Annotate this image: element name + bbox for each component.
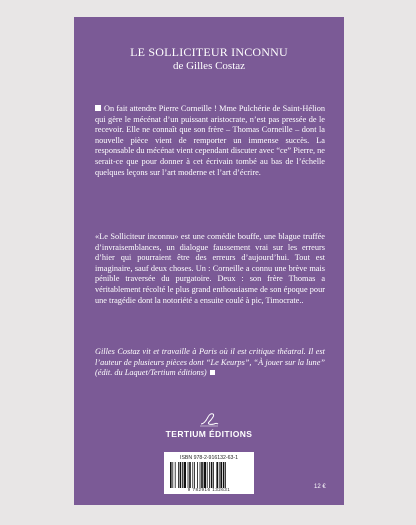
barcode-panel <box>164 452 254 494</box>
price-label: 12 € <box>314 484 326 490</box>
author-bio <box>95 347 325 379</box>
barcode-number: 9 782916 132631 <box>187 487 231 492</box>
end-square-icon <box>210 370 215 375</box>
synopsis-paragraph-1 <box>95 104 325 178</box>
book-title: LE SOLLICITEUR INCONNU <box>130 45 288 59</box>
publisher-name: TERTIUM ÉDITIONS <box>165 429 253 439</box>
bullet-square-icon <box>95 105 101 111</box>
book-author: de Gilles Costaz <box>172 60 246 72</box>
barcode-icon <box>170 462 248 488</box>
book-back-cover <box>74 17 344 505</box>
synopsis-paragraph-2: «Le Solliciteur inconnu» est une comédie bouffe, une blague truffée d’invraisemblances, un dialogue faussement vrai sur les erreurs d’hier qui pourraient être des erreurs d’aujourd’hui. Tout est imaginaire, sauf deux choses. Un : Corneille a connu une brève mais pénible traversée du purgatoire. Deux : son frère Thomas a véritablement récolté le plus grand enthousiasme de son époque pour une tragédie dont la notoriété a ensuite coulé à pic, Timocrate.. <box>95 232 325 305</box>
tertium-logo-icon <box>198 410 220 428</box>
synopsis-paragraph-1-text: On fait attendre Pierre Corneille ! Mme Pulchérie de Saint-Hélion qui gère le mécénat d’un puissant aristocrate, n’est pas pressée de le recevoir. Elle ne connaît que son frère – Thomas Corneille – dont la nouvelle pièce vient de remporter un immense succès. La responsable du mécénat vient cependant discuter avec “ce” Pierre, ne serait-ce que pour donner à cet écrivain tombé au bas de l’échelle quelques leçons sur l’art moderne et l’art d’écrire. <box>95 104 325 177</box>
isbn-text: ISBN 978-2-916132-63-1 <box>180 455 238 461</box>
author-bio-text: Gilles Costaz vit et travaille à Paris où il est critique théatral. Il est l’auteur de plusieurs pièces dont “Le Keurps”, “À jouer sur la lune” (édit. du Laquet/Tertium éditions) <box>95 347 326 378</box>
